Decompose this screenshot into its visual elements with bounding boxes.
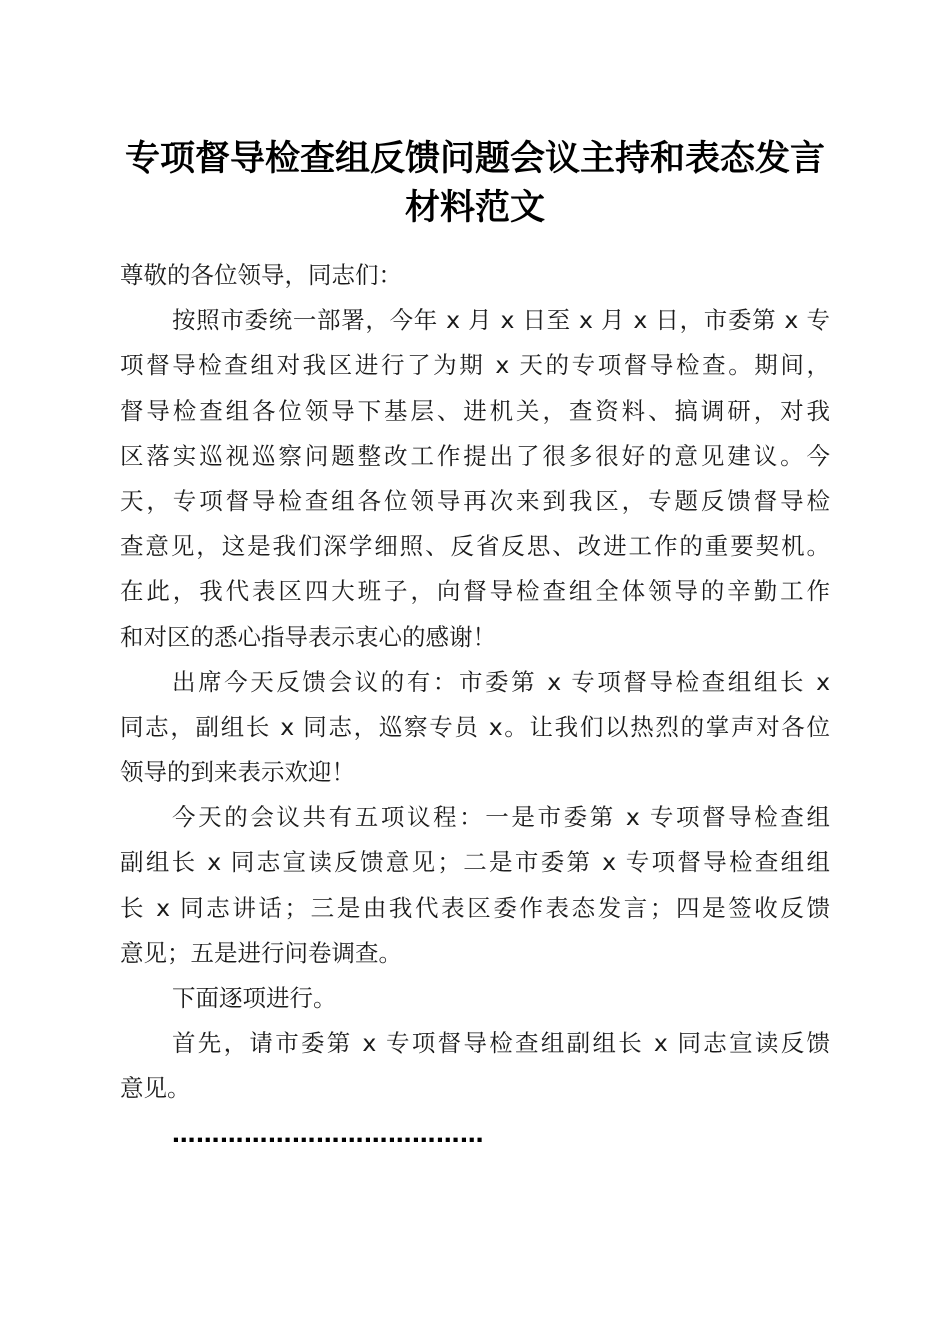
paragraph-2-line-1: 出席今天反馈会议的有：市委第 x 专项督导检查组组长 x [172,667,830,696]
paragraph-5-line-2: 意见。 [120,1074,191,1103]
paragraph-1-line-6: 查意见，这是我们深学细照、反省反思、改进工作的重要契机。 [120,532,830,561]
paragraph-2-line-2: 同志，副组长 x 同志，巡察专员 x。让我们以热烈的掌声对各位 [120,712,830,741]
salutation: 尊敬的各位领导，同志们： [120,261,402,289]
paragraph-3-line-4: 意见；五是进行问卷调查。 [120,938,402,967]
paragraph-2-line-3: 领导的到来表示欢迎！ [120,758,355,787]
paragraph-1-line-2: 项督导检查组对我区进行了为期 x 天的专项督导检查。期间， [120,351,830,380]
ellipsis-continuation: ………………………………… [172,1119,484,1148]
paragraph-1-line-7: 在此，我代表区四大班子，向督导检查组全体领导的辛勤工作 [120,577,830,606]
title-line-1: 专项督导检查组反馈问题会议主持和表态发言 [124,138,825,179]
title-line-2: 材料范文 [404,187,545,228]
paragraph-5-line-1: 首先，请市委第 x 专项督导检查组副组长 x 同志宣读反馈 [172,1029,830,1058]
paragraph-1-line-4: 区落实巡视巡察问题整改工作提出了很多很好的意见建议。今 [120,441,830,470]
paragraph-1-line-3: 督导检查组各位领导下基层、进机关，查资料、搞调研，对我 [120,396,830,425]
document-title [100,134,850,232]
paragraph-3-line-1: 今天的会议共有五项议程：一是市委第 x 专项督导检查组 [172,803,830,832]
document-body [120,253,830,1157]
paragraph-4-line-1: 下面逐项进行。 [172,984,337,1012]
paragraph-3-line-2: 副组长 x 同志宣读反馈意见；二是市委第 x 专项督导检查组组 [120,848,830,877]
paragraph-1-line-8: 和对区的悉心指导表示衷心的感谢！ [120,622,496,651]
paragraph-3-line-3: 长 x 同志讲话；三是由我代表区委作表态发言；四是签收反馈 [120,893,830,922]
paragraph-1-line-1: 按照市委统一部署，今年 x 月 x 日至 x 月 x 日，市委第 x 专 [172,306,830,335]
paragraph-1-line-5: 天，专项督导检查组各位领导再次来到我区，专题反馈督导检 [120,486,830,515]
